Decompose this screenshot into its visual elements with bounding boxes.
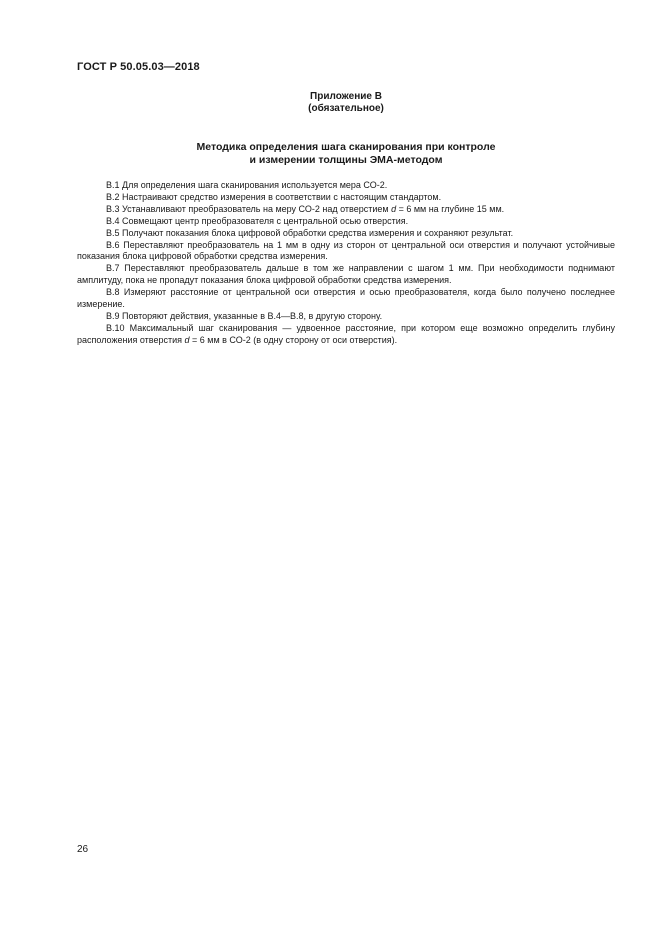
paragraph-b2: В.2 Настраивают средство измерения в соответствии с настоящим стандартом. (106, 191, 442, 202)
paragraph-b7: В.7 Переставляют преобразователь дальше в том же направлении с шагом 1 мм. При необходимости поднимают амплитуду, пока не пропадут показания блока цифровой обработки средства измерения. (77, 263, 615, 286)
document-header: ГОСТ Р 50.05.03—2018 (77, 61, 200, 73)
section-title-line-2: и измерении толщины ЭМА-методом (249, 154, 443, 166)
page-number: 26 (77, 844, 89, 855)
paragraph-b8: В.8 Измеряют расстояние от центральной оси отверстия и осью преобразователя, когда было получено последнее измерение. (77, 287, 615, 310)
paragraph-b3-text-a: В.3 Устанавливают преобразователь на меру СО-2 над отверстием (106, 203, 392, 214)
section-title-line-1: Методика определения шага сканирования при контроле (196, 141, 496, 153)
document-body (77, 180, 615, 347)
paragraph-b1: В.1 Для определения шага сканирования используется мера СО-2. (106, 180, 388, 190)
paragraph-b10-text-b: = 6 мм в СО-2 (в одну сторону от оси отверстия). (189, 334, 398, 345)
paragraph-b6: В.6 Переставляют преобразователь на 1 мм в одну из сторон от центральной оси отверстия и получают устойчивые показания блока цифровой обработки средства измерения. (77, 239, 615, 262)
paragraph-b3-text-b: = 6 мм на глубине 15 мм. (396, 203, 505, 214)
paragraph-b9: В.9 Повторяют действия, указанные в В.4—В.8, в другую сторону. (106, 310, 383, 321)
appendix-subtitle: (обязательное) (308, 103, 384, 114)
appendix-heading (0, 91, 661, 115)
paragraph-b4: В.4 Совмещают центр преобразователя с центральной осью отверстия. (106, 215, 409, 226)
paragraph-b10 (77, 323, 615, 347)
paragraph-b3 (77, 204, 615, 216)
section-title (0, 141, 661, 167)
paragraph-b3-variable: d (391, 203, 397, 214)
paragraph-b10-variable: d (184, 334, 190, 345)
paragraph-b10-text-a: В.10 Максимальный шаг сканирования — удвоенное расстояние, при котором еще возможно определить глубину расположения отверстия (77, 322, 615, 345)
paragraph-b5: В.5 Получают показания блока цифровой обработки средства измерения и сохраняют результат. (106, 227, 514, 238)
appendix-title: Приложение В (310, 91, 382, 102)
